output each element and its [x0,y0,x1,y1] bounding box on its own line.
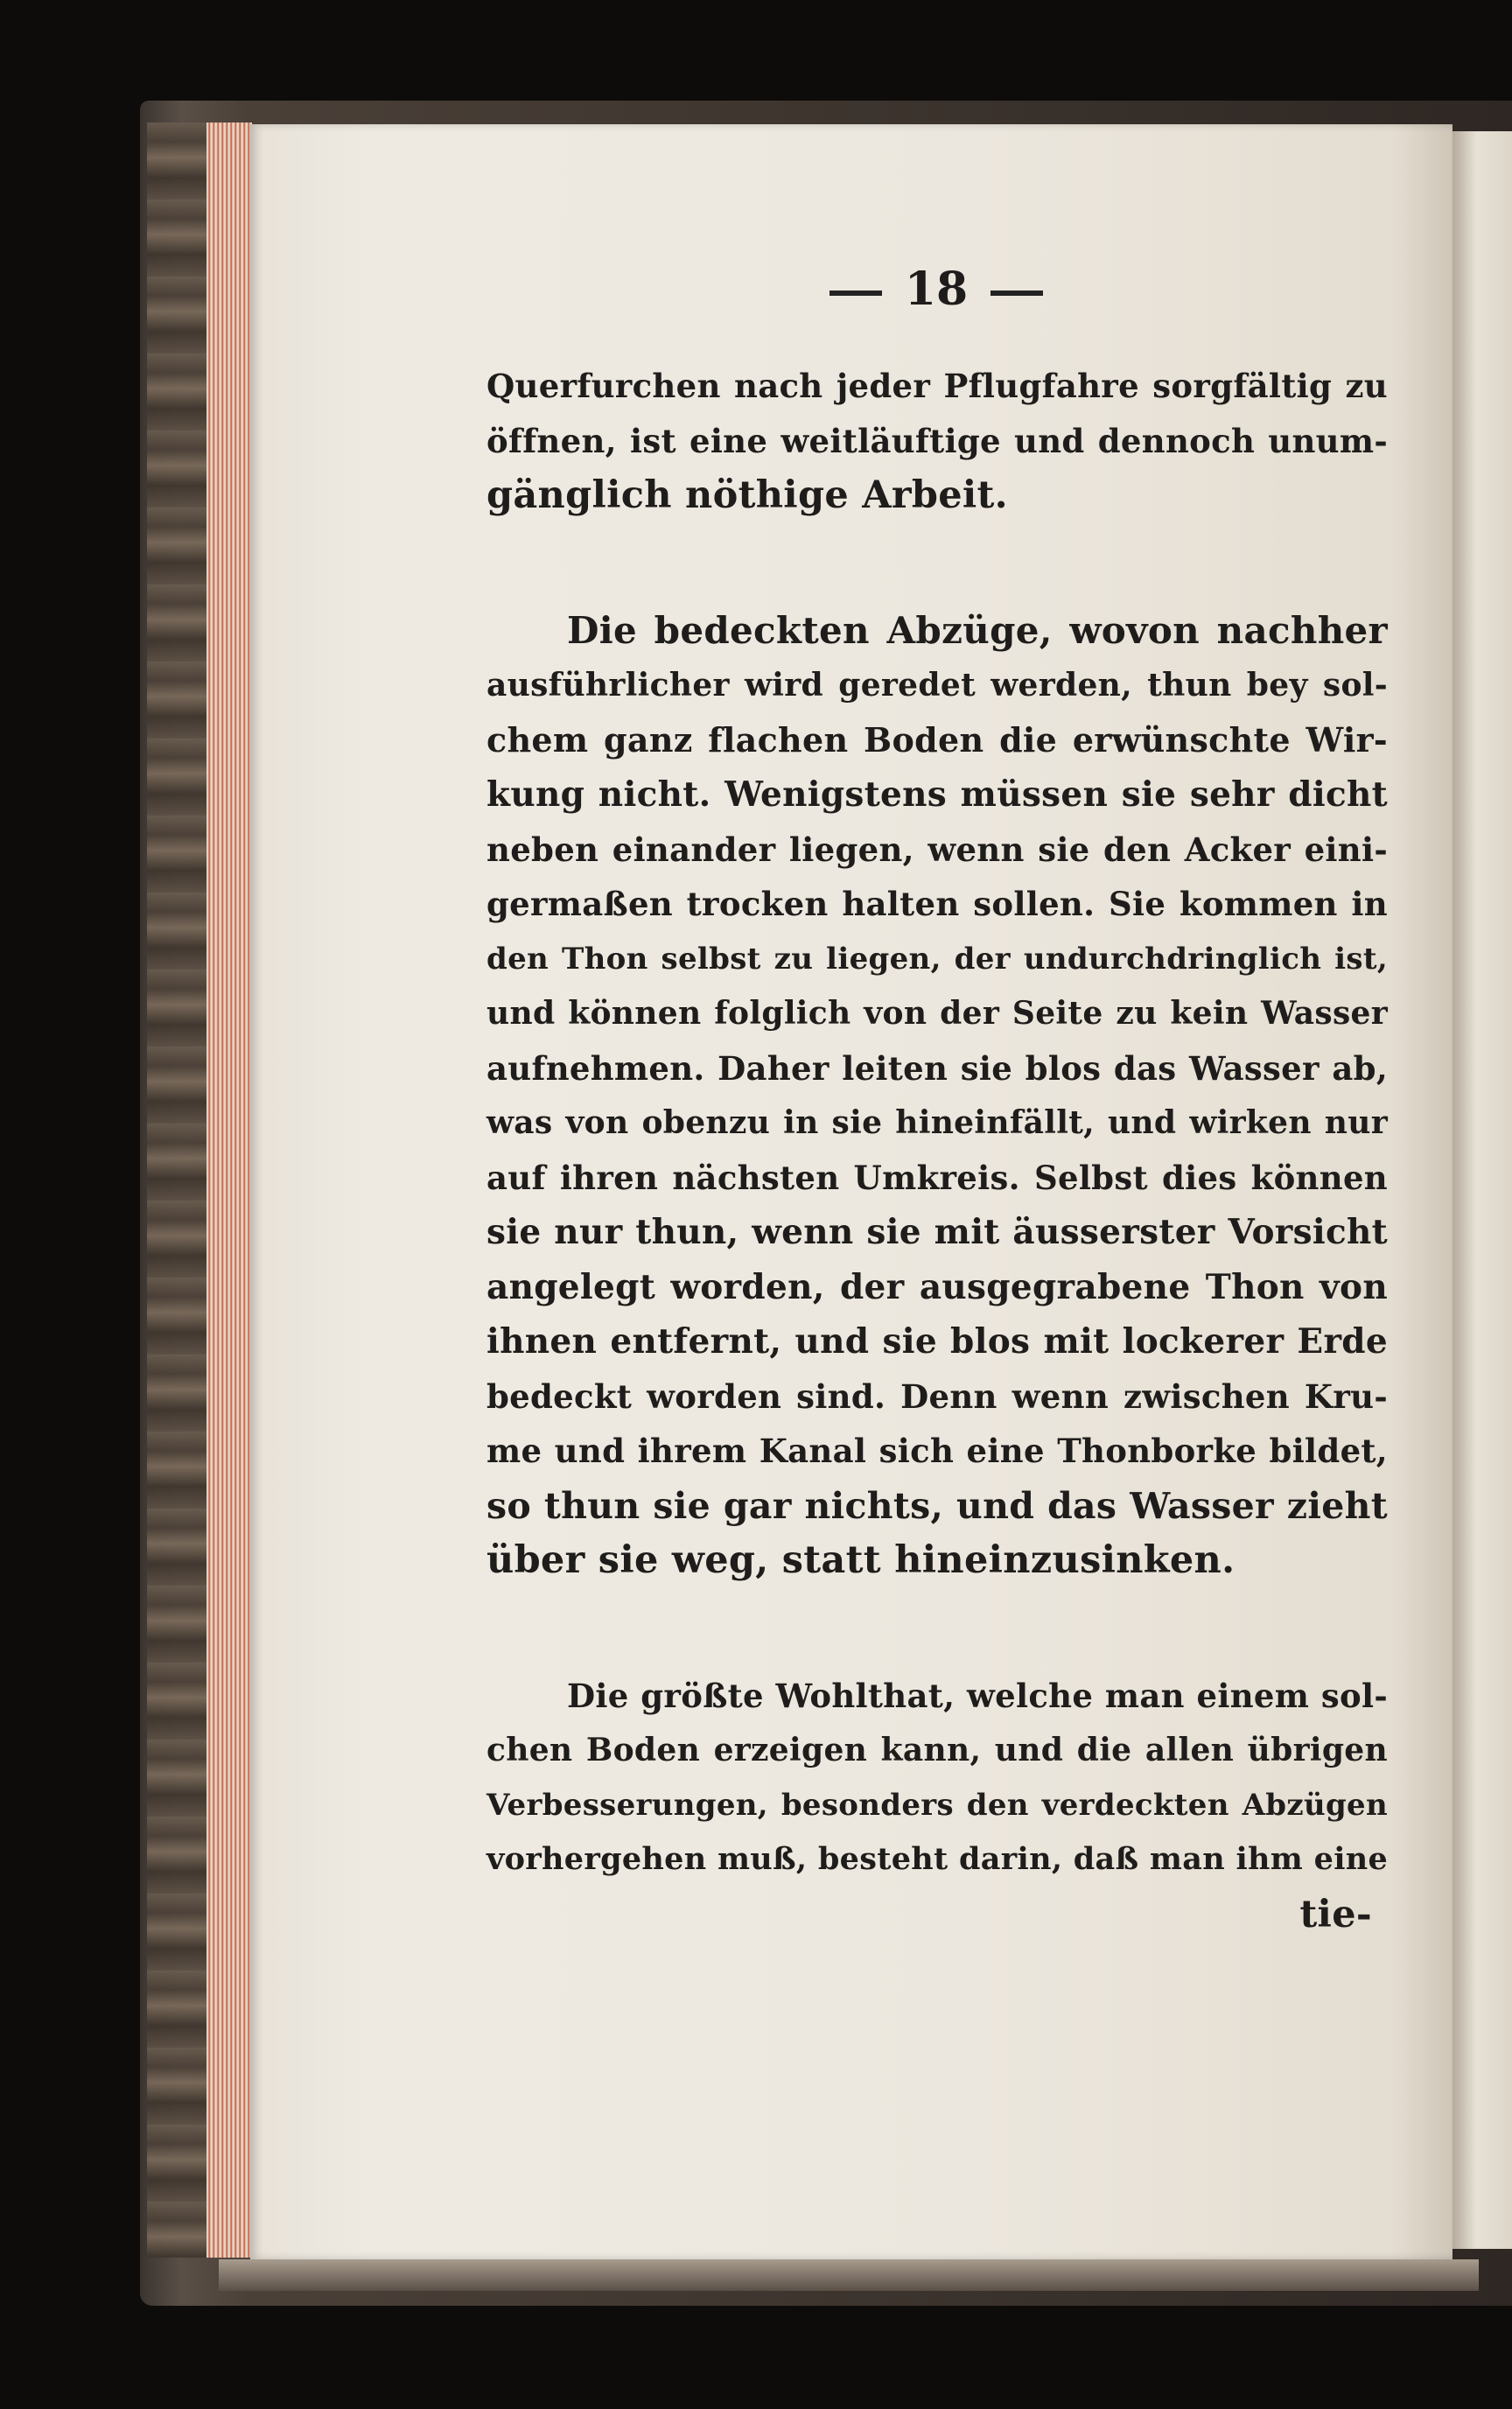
text-line: chem ganz flachen Boden die erwünschte Wir- [486,719,1388,760]
facing-page-edge [1452,131,1512,2249]
page-text [486,359,1388,1942]
dash-right [990,291,1043,296]
text-line: ausführlicher wird geredet werden, thun bey sol- [486,667,1388,704]
text-line: bedeckt worden sind. Denn wenn zwischen Kru- [486,1376,1388,1416]
text-line: Verbesserungen, besonders den verdeckten Abzügen [486,1787,1388,1823]
text-line: me und ihrem Kanal sich eine Thonborke bildet, [486,1432,1388,1470]
text-line: ihnen entfernt, und sie blos mit lockerer Erde [486,1321,1388,1362]
text-line: was von obenzu in sie hineinfällt, und wirken nur [486,1104,1388,1141]
text-line: neben einander liegen, wenn sie den Acker eini- [486,830,1388,869]
page-number [770,263,1102,324]
text-line: Querfurchen nach jeder Pflugfahre sorgfältig zu [486,367,1388,405]
page-number-text: 18 [904,263,969,316]
text-line: Die bedeckten Abzüge, wovon nachher [567,608,1388,652]
paragraph-1 [486,359,1388,523]
text-line: über sie weg, statt hineinzusinken. [486,1538,1236,1582]
text-line: Die größte Wohlthat, welche man einem sol- [567,1676,1388,1715]
text-line: chen Boden erzeigen kann, und die allen übrigen [486,1732,1388,1768]
bottom-edge [219,2259,1479,2291]
text-line: aufnehmen. Daher leiten sie blos das Wasser ab, [486,1048,1388,1088]
paragraph-2 [486,604,1388,1588]
text-line: kung nicht. Wenigstens müssen sie sehr dicht [486,774,1388,815]
paragraph-3 [486,1669,1388,1887]
text-line: und können folglich von der Seite zu kein Wasser [486,995,1388,1032]
text-line: auf ihren nächsten Umkreis. Selbst dies können [486,1158,1388,1197]
text-line: sie nur thun, wenn sie mit äusserster Vorsicht [486,1212,1388,1252]
text-line: öffnen, ist eine weitläuftige und dennoch unum- [486,421,1388,460]
text-line: angelegt worden, der ausgegrabene Thon von [486,1266,1388,1307]
text-line: germaßen trocken halten sollen. Sie kommen in [486,885,1388,923]
paragraph-gap [486,1588,1388,1669]
text-line: den Thon selbst zu liegen, der undurchdringlich ist, [486,941,1388,977]
text-line: vorhergehen muß, besteht darin, daß man ihm eine [486,1841,1389,1877]
page-edges [206,123,252,2258]
catchword: tie- [1299,1892,1372,1936]
paragraph-gap [486,523,1388,604]
text-line: so thun sie gar nichts, und das Wasser zieht [486,1484,1388,1527]
text-line: gänglich nöthige Arbeit. [486,473,1008,517]
dash-left [830,291,882,296]
